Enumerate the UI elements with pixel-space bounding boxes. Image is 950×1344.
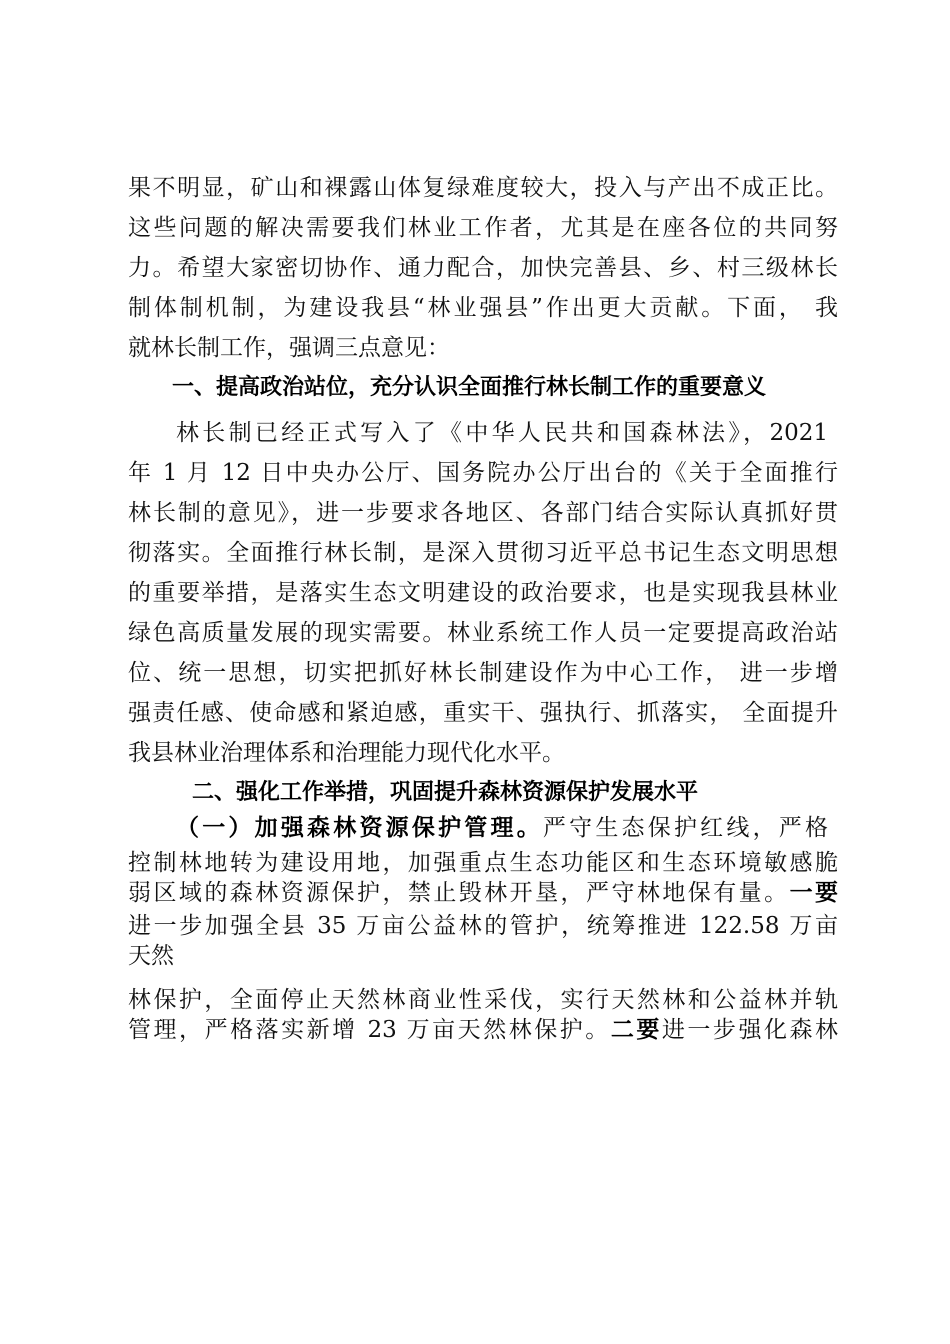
paragraph-line: 进一步加强全县 35 万亩公益林的管护，统筹推进 122.58 万亩 [128,913,838,939]
emphasis-inline: 二要 [610,1017,662,1043]
paragraph-line [128,878,838,908]
paragraph-line: 林长制的意见》，进一步要求各地区、各部门结合实际认真抓好贯 [128,500,838,526]
inline-text: 弱区域的森林资源保护，禁止毁林开垦，严守林地保有量。 [128,880,790,906]
paragraph-line: 位、统一思想，切实把抓好林长制建设作为中心工作， 进一步增 [128,660,838,686]
paragraph-line: 力。希望大家密切协作、通力配合，加快完善县、乡、村三级林长 [128,255,838,281]
paragraph-line: 天然 [128,943,174,969]
paragraph-line: 彻落实。全面推行林长制，是深入贯彻习近平总书记生态文明思想 [128,540,838,566]
paragraph-line: 年 1 月 12 日中央办公厅、国务院办公厅出台的《关于全面推行 [128,460,838,486]
emphasis-inline: 一要 [789,880,839,906]
paragraph-line: 强责任感、使命感和紧迫感，重实干、强执行、抓落实， 全面提升 [128,700,838,726]
inline-text: 管理，严格落实新增 23 万亩天然林保护。 [128,1017,611,1043]
inline-text: 进一步强化森林 [661,1017,839,1043]
paragraph-line: 林保护，全面停止天然林商业性采伐，实行天然林和公益林并轨 [128,987,838,1013]
section-heading-1: 一、提高政治站位，充分认识全面推行林长制工作的重要意义 [172,375,767,400]
paragraph-line: 制体制机制，为建设我县“林业强县”作出更大贡献。下面， 我 [128,295,838,321]
paragraph-line: 果不明显，矿山和裸露山体复绿难度较大，投入与产出不成正比。 [128,175,838,201]
paragraph-line: 绿色高质量发展的现实需要。林业系统工作人员一定要提高政治站 [128,620,838,646]
paragraph-line: 控制林地转为建设用地，加强重点生态功能区和生态环境敏感脆 [128,850,838,876]
section-heading-2: 二、强化工作举措，巩固提升森林资源保护发展水平 [192,780,699,805]
paragraph-line: 我县林业治理体系和治理能力现代化水平。 [128,740,565,766]
paragraph-line: 林长制已经正式写入了《中华人民共和国森林法》，2021 [176,420,828,446]
paragraph-line [176,813,828,843]
paragraph-line: 的重要举措，是落实生态文明建设的政治要求，也是实现我县林业 [128,580,838,606]
subheading-inline: （一）加强森林资源保护管理。 [176,815,543,841]
paragraph-line: 这些问题的解决需要我们林业工作者，尤其是在座各位的共同努 [128,215,838,241]
paragraph-line: 就林长制工作，强调三点意见： [128,335,450,361]
inline-text: 严守生态保护红线，严格 [542,815,829,841]
paragraph-line [128,1015,838,1045]
